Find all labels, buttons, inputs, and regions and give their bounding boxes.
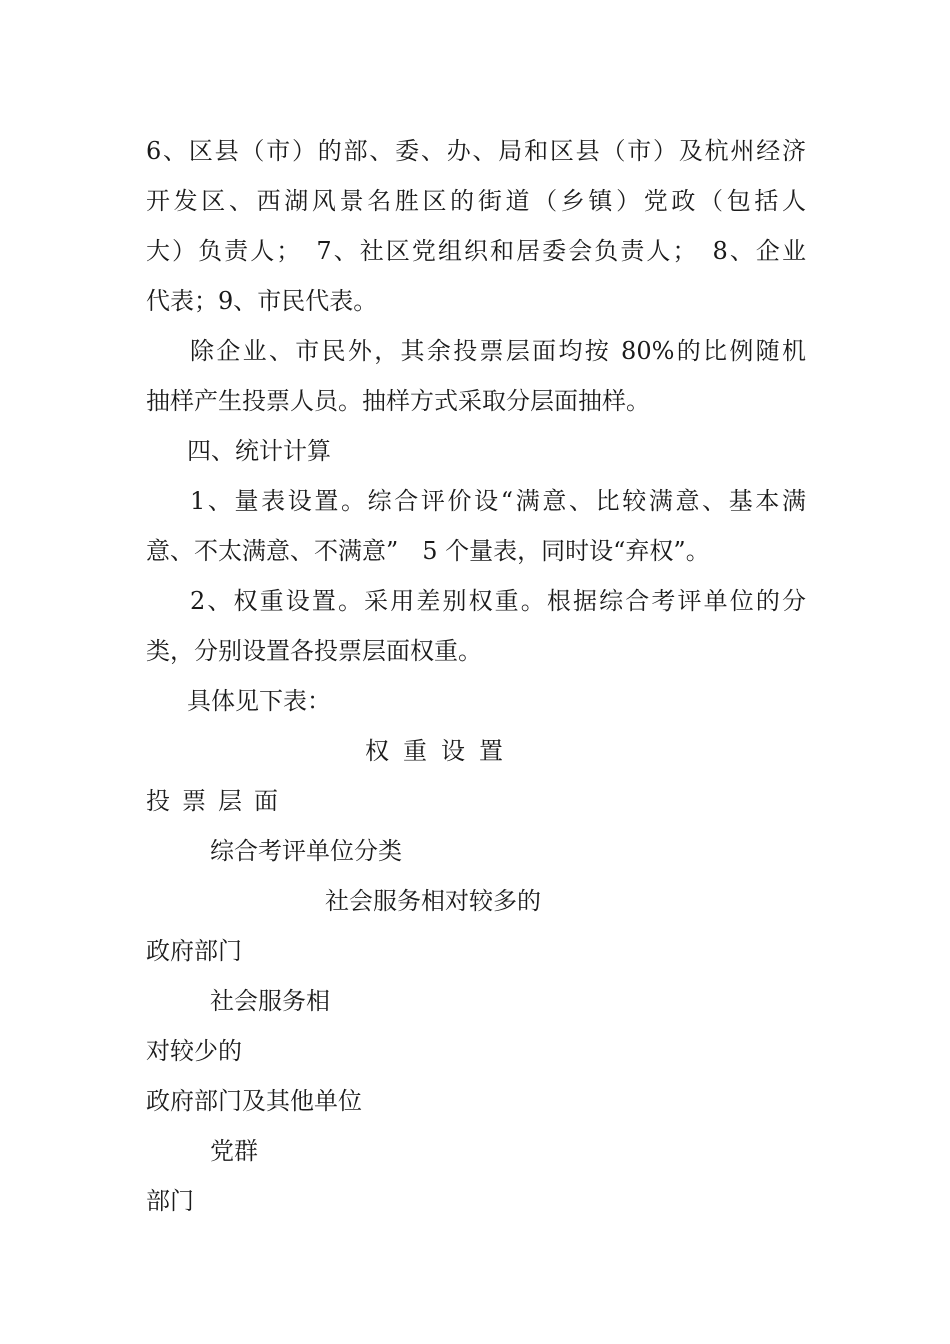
paragraph-1-line-4: 代表；9、市民代表。 (146, 287, 378, 315)
paragraph-4-line-1: 2、权重设置。采用差别权重。根据综合考评单位的分 (190, 587, 806, 615)
category-2-line-1: 社会服务相 (210, 987, 330, 1015)
table-title: 权重设置 (365, 737, 517, 765)
category-1-line-1: 社会服务相对较多的 (325, 887, 541, 915)
section-heading: 四、统计计算 (187, 437, 331, 465)
paragraph-1-line-2: 开发区、西湖风景名胜区的街道（乡镇）党政（包括人 (146, 187, 806, 215)
column-header-unit-category: 综合考评单位分类 (210, 837, 402, 865)
paragraph-3-line-2: 意、不太满意、不满意” 5 个量表，同时设“弃权”。 (146, 537, 710, 565)
paragraph-2-line-2: 抽样产生投票人员。抽样方式采取分层面抽样。 (146, 387, 650, 415)
row-header-voting-level: 投票层面 (146, 787, 290, 815)
paragraph-2-line-1: 除企业、市民外，其余投票层面均按 80%的比例随机 (190, 337, 806, 365)
paragraph-3-line-1: 1、量表设置。综合评价设“满意、比较满意、基本满 (190, 487, 806, 515)
paragraph-4-line-2: 类，分别设置各投票层面权重。 (146, 637, 482, 665)
category-1-line-2: 政府部门 (146, 937, 242, 965)
table-intro: 具体见下表： (187, 687, 331, 715)
category-2-line-3: 政府部门及其他单位 (146, 1087, 362, 1115)
category-2-line-2: 对较少的 (146, 1037, 242, 1065)
category-3-line-2: 部门 (146, 1187, 194, 1215)
category-3-line-1: 党群 (210, 1137, 258, 1165)
paragraph-1-line-3: 大）负责人； 7、社区党组织和居委会负责人； 8、企业 (146, 237, 806, 265)
paragraph-1-line-1: 6、区县（市）的部、委、办、局和区县（市）及杭州经济 (146, 137, 806, 165)
